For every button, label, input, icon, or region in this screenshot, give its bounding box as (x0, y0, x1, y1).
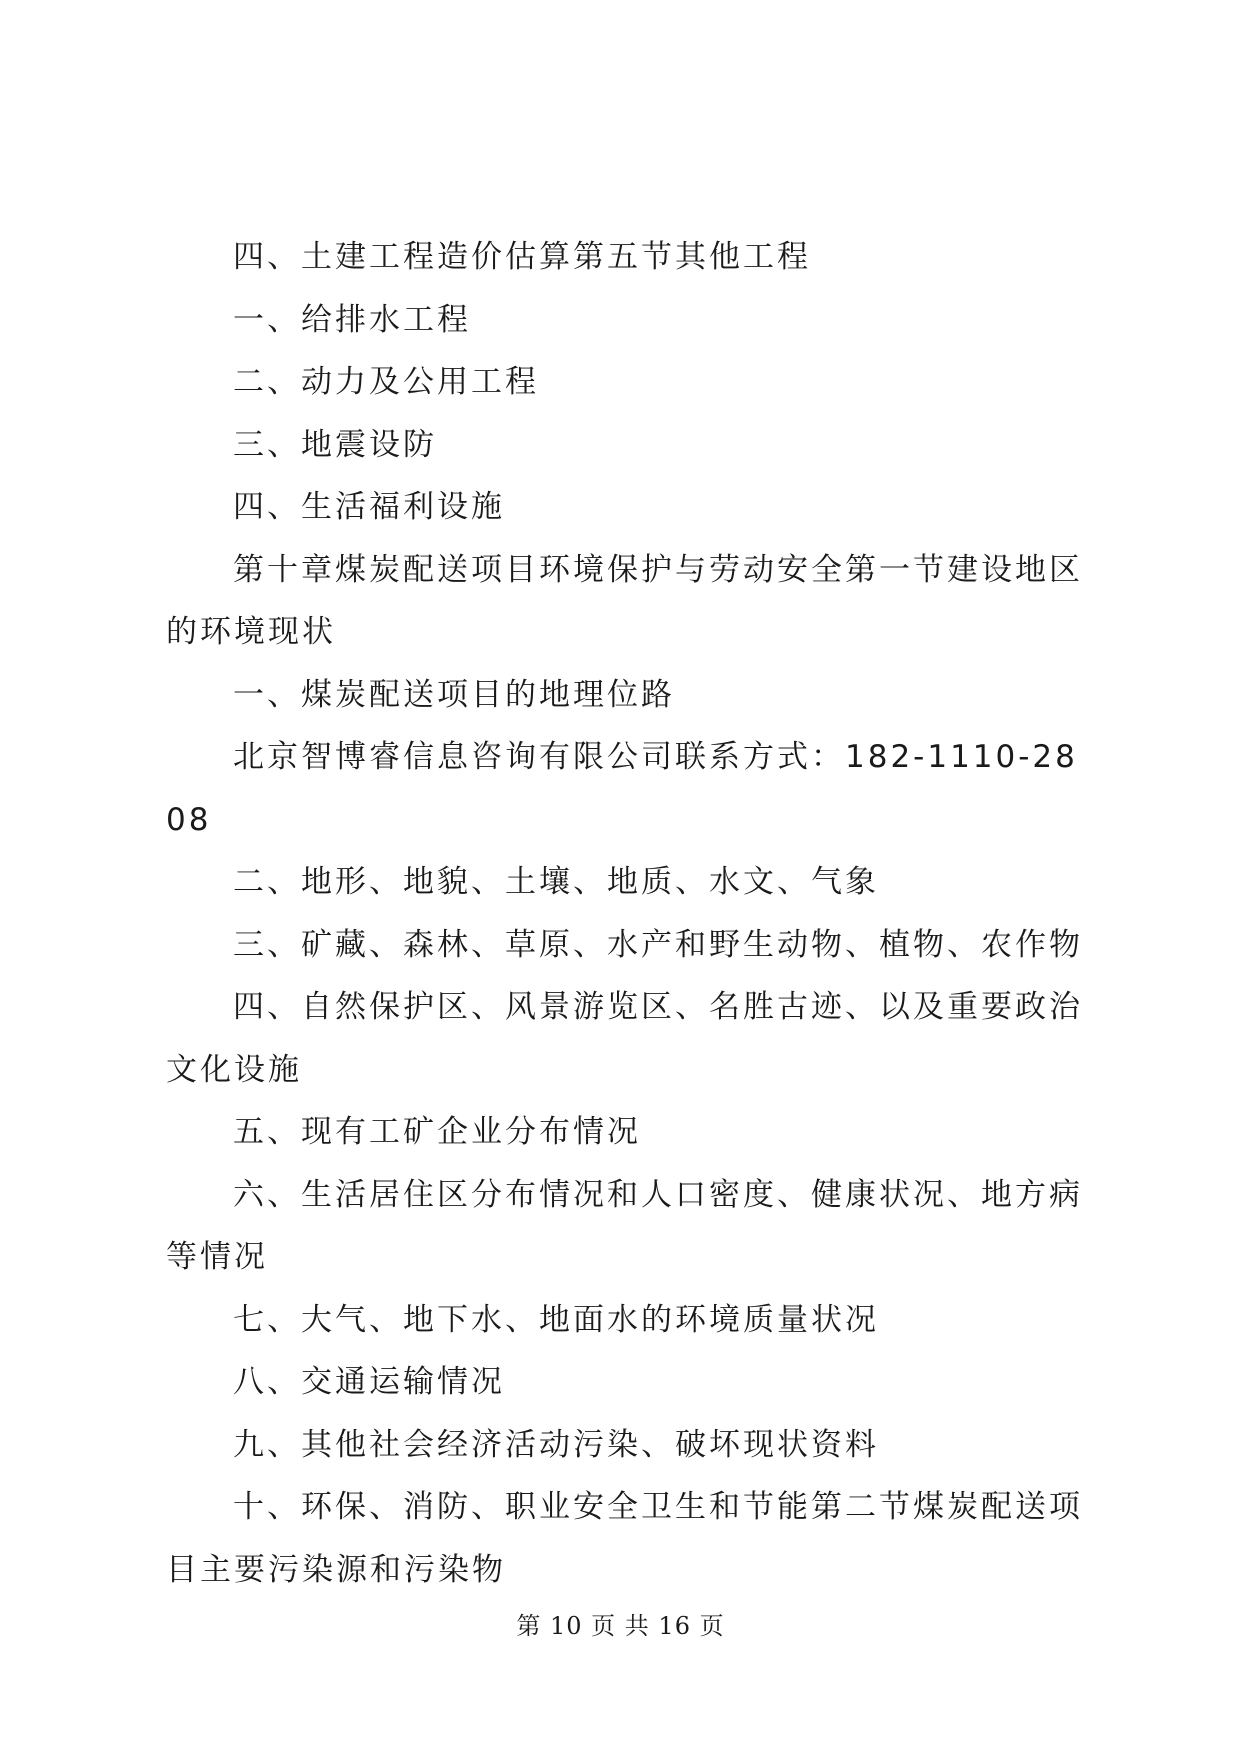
paragraph: 一、给排水工程 (233, 301, 471, 338)
paragraph: 一、煤炭配送项目的地理位路 (233, 676, 675, 713)
page-number-footer: 第 10 页 共 16 页 (516, 1612, 725, 1640)
paragraph: 十、环保、消防、职业安全卫生和节能第二节煤炭配送项目主要污染源和污染物 (166, 1489, 1083, 1588)
paragraph: 八、交通运输情况 (233, 1364, 505, 1400)
paragraph: 二、地形、地貌、土壤、地质、水文、气象 (233, 864, 879, 900)
paragraph: 二、动力及公用工程 (233, 364, 539, 400)
paragraph: 四、自然保护区、风景游览区、名胜古迹、以及重要政治文化设施 (166, 989, 1083, 1088)
paragraph: 五、现有工矿企业分布情况 (233, 1114, 641, 1150)
paragraph: 三、地震设防 (233, 426, 437, 463)
paragraph: 四、土建工程造价估算第五节其他工程 (233, 239, 811, 275)
chapter-heading: 第十章煤炭配送项目环境保护与劳动安全第一节建设地区的环境现状 (166, 551, 1083, 650)
contact-line: 北京智博睿信息咨询有限公司联系方式：182-1110-2808 (166, 739, 1078, 838)
paragraph: 三、矿藏、森林、草原、水产和野生动物、植物、农作物 (233, 926, 1083, 963)
paragraph: 九、其他社会经济活动污染、破坏现状资料 (233, 1426, 879, 1463)
paragraph: 六、生活居住区分布情况和人口密度、健康状况、地方病等情况 (166, 1176, 1083, 1275)
paragraph: 七、大气、地下水、地面水的环境质量状况 (233, 1301, 879, 1338)
document-body (166, 226, 1086, 1601)
paragraph: 四、生活福利设施 (233, 489, 505, 525)
